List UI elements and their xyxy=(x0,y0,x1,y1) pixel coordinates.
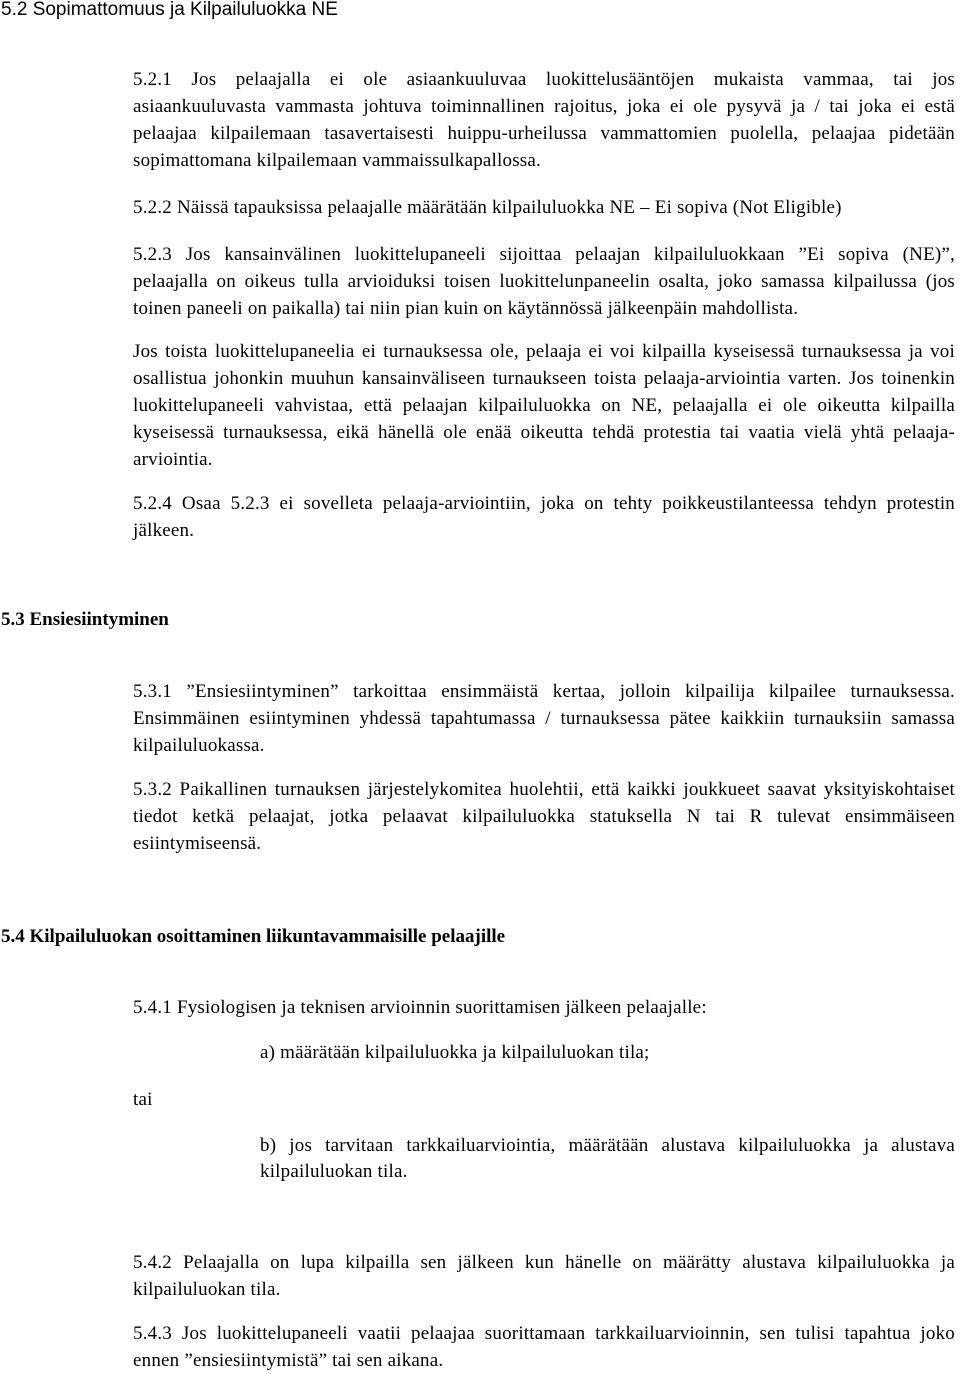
paragraph-5-3-1 xyxy=(133,678,955,759)
paragraph-5-2-1 xyxy=(133,66,955,174)
text-line: 5.3.1 ”Ensiesiintyminen” tarkoittaa ensimmäistä kertaa, jolloin kilpailija kilpailee turnauksessa. xyxy=(133,681,955,702)
text-line: 5.3.2 Paikallinen turnauksen järjestelykomitea huolehtii, että kaikki joukkueet saavat yksityiskohtaiset xyxy=(133,779,955,800)
section-heading-5-2: 5.2 Sopimattomuus ja Kilpailuluokka NE xyxy=(1,0,338,20)
text-line: kyseisessä turnauksessa, eikä hänellä ole enää oikeutta tehdä protestia tai vaatia vielä yhtä pelaaja- xyxy=(133,422,955,443)
text-line: arviointia. xyxy=(133,449,213,470)
text-line: tiedot ketkä pelaajat, jotka pelaavat kilpailuluokka statuksella N tai R tulevat ensimmäiseen xyxy=(133,806,955,827)
text-line: Ensimmäinen esiintyminen yhdessä tapahtumassa / turnauksessa pätee kaikkiin turnauksiin samassa xyxy=(133,708,955,729)
text-line: esiintymiseensä. xyxy=(133,833,262,854)
text-line: kilpailuluokassa. xyxy=(133,735,265,756)
text-line: sopimattomana kilpailemaan vammaissulkapallossa. xyxy=(133,150,541,171)
text-line: luokittelupaneeli vahvistaa, että pelaajan kilpailuluokka on NE, pelaajalla ei ole oikeutta kilpailla xyxy=(133,395,955,416)
text-line: 5.2.4 Osaa 5.2.3 ei sovelleta pelaaja-arviointiin, joka on tehty poikkeustilanteessa tehdyn protestin xyxy=(133,493,955,514)
paragraph-5-2-2 xyxy=(133,194,955,221)
text-line: b) jos tarvitaan tarkkailuarviointia, määrätään alustava kilpailuluokka ja alustava xyxy=(260,1135,955,1156)
text-line: toinen paneeli on paikalla) tai niin pian kuin on käytännössä jälkeenpäin mahdollista. xyxy=(133,298,799,319)
text-line: 5.2.2 Näissä tapauksissa pelaajalle määrätään kilpailuluokka NE – Ei sopiva (Not Eligible) xyxy=(133,197,842,218)
text-line: osallistua johonkin muuhun kansainväliseen turnaukseen toista pelaaja-arviointia varten. Jos toinenkin xyxy=(133,368,955,389)
text-line: tai xyxy=(133,1089,153,1110)
text-line: ennen ”ensiesiintymistä” tai sen aikana. xyxy=(133,1350,444,1371)
paragraph-5-4-3 xyxy=(133,1320,955,1374)
section-heading-5-4: 5.4 Kilpailuluokan osoittaminen liikuntavammaisille pelaajille xyxy=(1,926,506,947)
text-line: kilpailuluokan tila. xyxy=(260,1161,408,1182)
text-line: asiaankuuluvasta vammasta johtuva toiminnallinen rajoitus, joka ei ole pysyvä ja / tai joka ei estä xyxy=(133,96,955,117)
text-line: 5.4.2 Pelaajalla on lupa kilpailla sen jälkeen kun hänelle on määrätty alustava kilpailuluokka ja xyxy=(133,1252,955,1273)
text-line: jälkeen. xyxy=(133,520,195,541)
section-heading-5-3: 5.3 Ensiesiintyminen xyxy=(1,609,169,630)
paragraph-5-3-2 xyxy=(133,776,955,857)
text-line: pelaajaa kilpailemaan tasavertaisesti huippu-urheilussa vammattomien puolella, pelaajaa pidetään xyxy=(133,123,955,144)
paragraph-5-2-3 xyxy=(133,241,955,322)
text-line: a) määrätään kilpailuluokka ja kilpailuluokan tila; xyxy=(260,1042,650,1063)
list-item-a xyxy=(260,1039,955,1066)
paragraph-5-4-1 xyxy=(133,994,955,1021)
text-line: 5.2.1 Jos pelaajalla ei ole asiaankuuluvaa luokittelusääntöjen mukaista vammaa, tai jos xyxy=(133,69,955,90)
paragraph-5-4-2 xyxy=(133,1249,955,1303)
list-item-b xyxy=(260,1133,955,1185)
text-line: 5.4.3 Jos luokittelupaneeli vaatii pelaajaa suorittamaan tarkkailuarvioinnin, sen tulisi tapahtua joko xyxy=(133,1323,955,1344)
text-line: Jos toista luokittelupaneelia ei turnauksessa ole, pelaaja ei voi kilpailla kyseisessä turnauksessa ja voi xyxy=(133,341,955,362)
paragraph-5-2-3-continued xyxy=(133,338,955,473)
paragraph-5-2-4 xyxy=(133,490,955,544)
text-line: 5.2.3 Jos kansainvälinen luokittelupaneeli sijoittaa pelaajan kilpailuluokkaan ”Ei sopiva (NE)”, xyxy=(133,244,955,265)
text-line: pelaajalla on oikeus tulla arvioiduksi toisen luokittelunpaneelin osalta, joko samassa kilpailussa (jos xyxy=(133,271,955,292)
text-line: 5.4.1 Fysiologisen ja teknisen arvioinnin suorittamisen jälkeen pelaajalle: xyxy=(133,997,707,1018)
text-line: kilpailuluokan tila. xyxy=(133,1279,281,1300)
or-connector xyxy=(133,1086,955,1113)
